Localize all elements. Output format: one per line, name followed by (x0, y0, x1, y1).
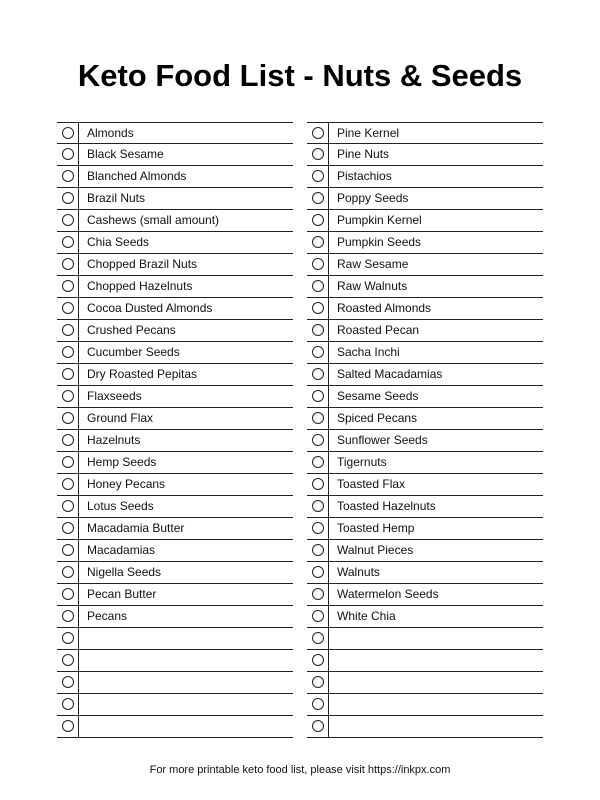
checkbox-cell (307, 298, 329, 319)
checklist-row (307, 562, 543, 584)
checkbox-cell (307, 188, 329, 209)
checklist-item-label: Toasted Hemp (337, 521, 415, 535)
checkbox-circle-icon[interactable] (312, 632, 324, 644)
checkbox-circle-icon[interactable] (312, 302, 324, 314)
checkbox-circle-icon[interactable] (62, 258, 74, 270)
checkbox-circle-icon[interactable] (312, 368, 324, 380)
checklist-row (307, 430, 543, 452)
checkbox-circle-icon[interactable] (312, 544, 324, 556)
checklist-item-label: Toasted Hazelnuts (337, 499, 436, 513)
checkbox-circle-icon[interactable] (312, 566, 324, 578)
checkbox-cell (307, 408, 329, 429)
checklist-item-label: Roasted Pecan (337, 323, 420, 337)
checkbox-cell (307, 474, 329, 495)
checkbox-circle-icon[interactable] (312, 522, 324, 534)
checklist-row (57, 232, 293, 254)
checkbox-cell (57, 166, 79, 187)
checkbox-cell (57, 386, 79, 407)
checkbox-circle-icon[interactable] (312, 676, 324, 688)
checkbox-cell (307, 123, 329, 144)
checklist-item-label: Walnuts (337, 565, 380, 579)
checkbox-circle-icon[interactable] (62, 148, 74, 160)
checklist-item-label: Cashews (small amount) (87, 213, 220, 227)
checklist-row (307, 166, 543, 188)
right-checklist-column (307, 122, 543, 738)
checklist-item-label: Hazelnuts (87, 433, 141, 447)
checklist-row (307, 188, 543, 210)
checkbox-cell (307, 694, 329, 715)
checkbox-circle-icon[interactable] (312, 434, 324, 446)
checkbox-cell (307, 430, 329, 451)
checkbox-circle-icon[interactable] (312, 324, 324, 336)
left-checklist-column (57, 122, 293, 738)
checklist-row (57, 408, 293, 430)
checklist-row (57, 122, 293, 144)
checklist-item-label: Macadamias (87, 543, 156, 557)
checklist-row (57, 298, 293, 320)
checkbox-circle-icon[interactable] (62, 434, 74, 446)
checkbox-cell (57, 430, 79, 451)
checklist-row (57, 254, 293, 276)
checklist-item-label: Brazil Nuts (87, 191, 146, 205)
checklist-row (57, 628, 293, 650)
checkbox-circle-icon[interactable] (312, 500, 324, 512)
checklist-row (57, 210, 293, 232)
checkbox-circle-icon[interactable] (62, 698, 74, 710)
checklist-item-label: Sunflower Seeds (337, 433, 428, 447)
checkbox-cell (307, 452, 329, 473)
checkbox-cell (57, 276, 79, 297)
checkbox-circle-icon[interactable] (62, 478, 74, 490)
checkbox-circle-icon[interactable] (312, 170, 324, 182)
checkbox-circle-icon[interactable] (312, 127, 324, 139)
checklist-row (57, 276, 293, 298)
checkbox-cell (307, 166, 329, 187)
checklist-row (307, 364, 543, 386)
checkbox-circle-icon[interactable] (62, 456, 74, 468)
checklist-row (307, 672, 543, 694)
checklist-row (57, 518, 293, 540)
checkbox-cell (57, 672, 79, 693)
checklist-item-label: Black Sesame (87, 147, 164, 161)
checkbox-cell (57, 716, 79, 737)
checklist-row (307, 628, 543, 650)
checklist-row (57, 474, 293, 496)
checklist-row (57, 694, 293, 716)
checkbox-cell (57, 320, 79, 341)
checkbox-cell (307, 254, 329, 275)
checklist-item-label: Walnut Pieces (337, 543, 414, 557)
checklist-row (307, 518, 543, 540)
checkbox-cell (307, 144, 329, 165)
checkbox-cell (307, 540, 329, 561)
checkbox-cell (307, 518, 329, 539)
checkbox-circle-icon[interactable] (312, 258, 324, 270)
checklist-row (57, 364, 293, 386)
checklist-item-label: Nigella Seeds (87, 565, 162, 579)
checkbox-cell (57, 584, 79, 605)
checklist-row (307, 650, 543, 672)
checkbox-circle-icon[interactable] (62, 280, 74, 292)
checklist-item-label: Pumpkin Seeds (337, 235, 422, 249)
checklist-row (307, 232, 543, 254)
checklist-item-label: Macadamia Butter (87, 521, 185, 535)
checkbox-cell (57, 496, 79, 517)
checklist-row (307, 386, 543, 408)
checklist-row (307, 496, 543, 518)
checklist-row (57, 562, 293, 584)
checkbox-cell (307, 606, 329, 627)
checkbox-circle-icon[interactable] (62, 544, 74, 556)
checklist-row (57, 650, 293, 672)
checklist-item-label: White Chia (337, 609, 396, 623)
checkbox-cell (57, 518, 79, 539)
checkbox-circle-icon[interactable] (312, 588, 324, 600)
checklist-item-label: Spiced Pecans (337, 411, 418, 425)
checklist-row (307, 210, 543, 232)
checkbox-circle-icon[interactable] (312, 236, 324, 248)
checkbox-cell (307, 584, 329, 605)
checklist-row (307, 298, 543, 320)
checklist-item-label: Hemp Seeds (87, 455, 157, 469)
checklist-item-label: Flaxseeds (87, 389, 142, 403)
checkbox-cell (307, 320, 329, 341)
checkbox-cell (57, 452, 79, 473)
checklist-item-label: Pine Nuts (337, 147, 390, 161)
checkbox-circle-icon[interactable] (62, 500, 74, 512)
checkbox-cell (57, 606, 79, 627)
checklist-row (57, 320, 293, 342)
checklist-row (307, 408, 543, 430)
checkbox-circle-icon[interactable] (312, 610, 324, 622)
checklist-row (307, 716, 543, 738)
checkbox-cell (57, 540, 79, 561)
checklist-row (57, 540, 293, 562)
checkbox-circle-icon[interactable] (62, 610, 74, 622)
checkbox-circle-icon[interactable] (312, 720, 324, 732)
checklist-row (307, 452, 543, 474)
checklist-item-label: Raw Sesame (337, 257, 409, 271)
checkbox-circle-icon[interactable] (62, 390, 74, 402)
checklist-row (307, 584, 543, 606)
checklist-row (57, 386, 293, 408)
checkbox-circle-icon[interactable] (312, 456, 324, 468)
checkbox-cell (57, 342, 79, 363)
checklist-item-label: Pecan Butter (87, 587, 157, 601)
checklist-row (57, 584, 293, 606)
checkbox-circle-icon[interactable] (312, 148, 324, 160)
checkbox-cell (57, 650, 79, 671)
checkbox-circle-icon[interactable] (62, 127, 74, 139)
checkbox-cell (307, 650, 329, 671)
checklist-item-label: Blanched Almonds (87, 169, 187, 183)
checklist-row (57, 166, 293, 188)
checkbox-cell (307, 342, 329, 363)
checkbox-cell (307, 496, 329, 517)
checkbox-cell (307, 232, 329, 253)
checklist-row (57, 144, 293, 166)
checklist-row (57, 188, 293, 210)
checklist-item-label: Pine Kernel (337, 126, 400, 140)
checklist-item-label: Watermelon Seeds (337, 587, 439, 601)
checkbox-circle-icon[interactable] (62, 214, 74, 226)
checkbox-circle-icon[interactable] (312, 390, 324, 402)
checklist-item-label: Dry Roasted Pepitas (87, 367, 198, 381)
checkbox-circle-icon[interactable] (62, 522, 74, 534)
checklist-item-label: Almonds (87, 126, 134, 140)
page-title: Keto Food List - Nuts & Seeds (77, 58, 523, 93)
checkbox-cell (57, 408, 79, 429)
checklist-item-label: Toasted Flax (337, 477, 406, 491)
checklist-item-label: Roasted Almonds (337, 301, 432, 315)
checkbox-cell (57, 474, 79, 495)
checklist-item-label: Poppy Seeds (337, 191, 409, 205)
checklist-row (307, 320, 543, 342)
checklist-row (57, 342, 293, 364)
checkbox-cell (307, 364, 329, 385)
checkbox-circle-icon[interactable] (312, 280, 324, 292)
checkbox-circle-icon[interactable] (62, 368, 74, 380)
checklist-item-label: Honey Pecans (87, 477, 166, 491)
checkbox-circle-icon[interactable] (312, 346, 324, 358)
checkbox-cell (57, 694, 79, 715)
checklist-item-label: Sesame Seeds (337, 389, 419, 403)
checkbox-cell (307, 386, 329, 407)
checkbox-circle-icon[interactable] (62, 412, 74, 424)
checklist-row (57, 430, 293, 452)
checkbox-circle-icon[interactable] (312, 192, 324, 204)
checkbox-circle-icon[interactable] (312, 654, 324, 666)
checklist-row (307, 276, 543, 298)
checklist-row (57, 496, 293, 518)
checkbox-circle-icon[interactable] (62, 632, 74, 644)
checkbox-circle-icon[interactable] (62, 654, 74, 666)
checkbox-cell (307, 276, 329, 297)
checklist-item-label: Pistachios (337, 169, 392, 183)
checkbox-circle-icon[interactable] (62, 566, 74, 578)
footer-text: For more printable keto food list, please visit https://inkpx.com (149, 764, 451, 776)
checkbox-circle-icon[interactable] (312, 478, 324, 490)
checklist-item-label: Lotus Seeds (87, 499, 154, 513)
checkbox-cell (307, 716, 329, 737)
checklist-row (57, 452, 293, 474)
checkbox-cell (57, 298, 79, 319)
checkbox-cell (57, 562, 79, 583)
checkbox-cell (57, 144, 79, 165)
checkbox-cell (57, 254, 79, 275)
checkbox-cell (307, 628, 329, 649)
checklist-item-label: Cocoa Dusted Almonds (87, 301, 213, 315)
checkbox-cell (307, 562, 329, 583)
checklist-item-label: Pumpkin Kernel (337, 213, 422, 227)
checkbox-circle-icon[interactable] (62, 192, 74, 204)
checkbox-circle-icon[interactable] (62, 588, 74, 600)
checklist-item-label: Crushed Pecans (87, 323, 176, 337)
checklist-item-label: Cucumber Seeds (87, 345, 180, 359)
checklist-item-label: Pecans (87, 609, 128, 623)
checklist-item-label: Raw Walnuts (337, 279, 408, 293)
checkbox-circle-icon[interactable] (312, 412, 324, 424)
checklist-row (57, 606, 293, 628)
checkbox-cell (57, 628, 79, 649)
checklist-item-label: Tigernuts (337, 455, 387, 469)
checklist-row (307, 694, 543, 716)
checklist-row (307, 474, 543, 496)
checkbox-circle-icon[interactable] (62, 346, 74, 358)
checklist-row (307, 342, 543, 364)
checkbox-circle-icon[interactable] (62, 720, 74, 732)
checklist-row (57, 672, 293, 694)
checklist-row (307, 606, 543, 628)
checkbox-cell (307, 672, 329, 693)
checklist-row (307, 122, 543, 144)
checklist-item-label: Chia Seeds (87, 235, 150, 249)
checkbox-circle-icon[interactable] (312, 214, 324, 226)
checklist-row (307, 540, 543, 562)
checklist-item-label: Chopped Brazil Nuts (87, 257, 198, 271)
checkbox-circle-icon[interactable] (62, 302, 74, 314)
checklist-item-label: Sacha Inchi (337, 345, 400, 359)
checklist-item-label: Salted Macadamias (337, 367, 443, 381)
checklist-row (307, 144, 543, 166)
checkbox-circle-icon[interactable] (62, 324, 74, 336)
checkbox-cell (57, 232, 79, 253)
checkbox-cell (57, 210, 79, 231)
checkbox-cell (57, 123, 79, 144)
checkbox-circle-icon[interactable] (62, 170, 74, 182)
checkbox-circle-icon[interactable] (62, 236, 74, 248)
checkbox-cell (307, 210, 329, 231)
checkbox-cell (57, 364, 79, 385)
checklist-row (57, 716, 293, 738)
checklist-row (307, 254, 543, 276)
checkbox-circle-icon[interactable] (62, 676, 74, 688)
checkbox-cell (57, 188, 79, 209)
checkbox-circle-icon[interactable] (312, 698, 324, 710)
checklist-item-label: Ground Flax (87, 411, 154, 425)
checklist-item-label: Chopped Hazelnuts (87, 279, 193, 293)
